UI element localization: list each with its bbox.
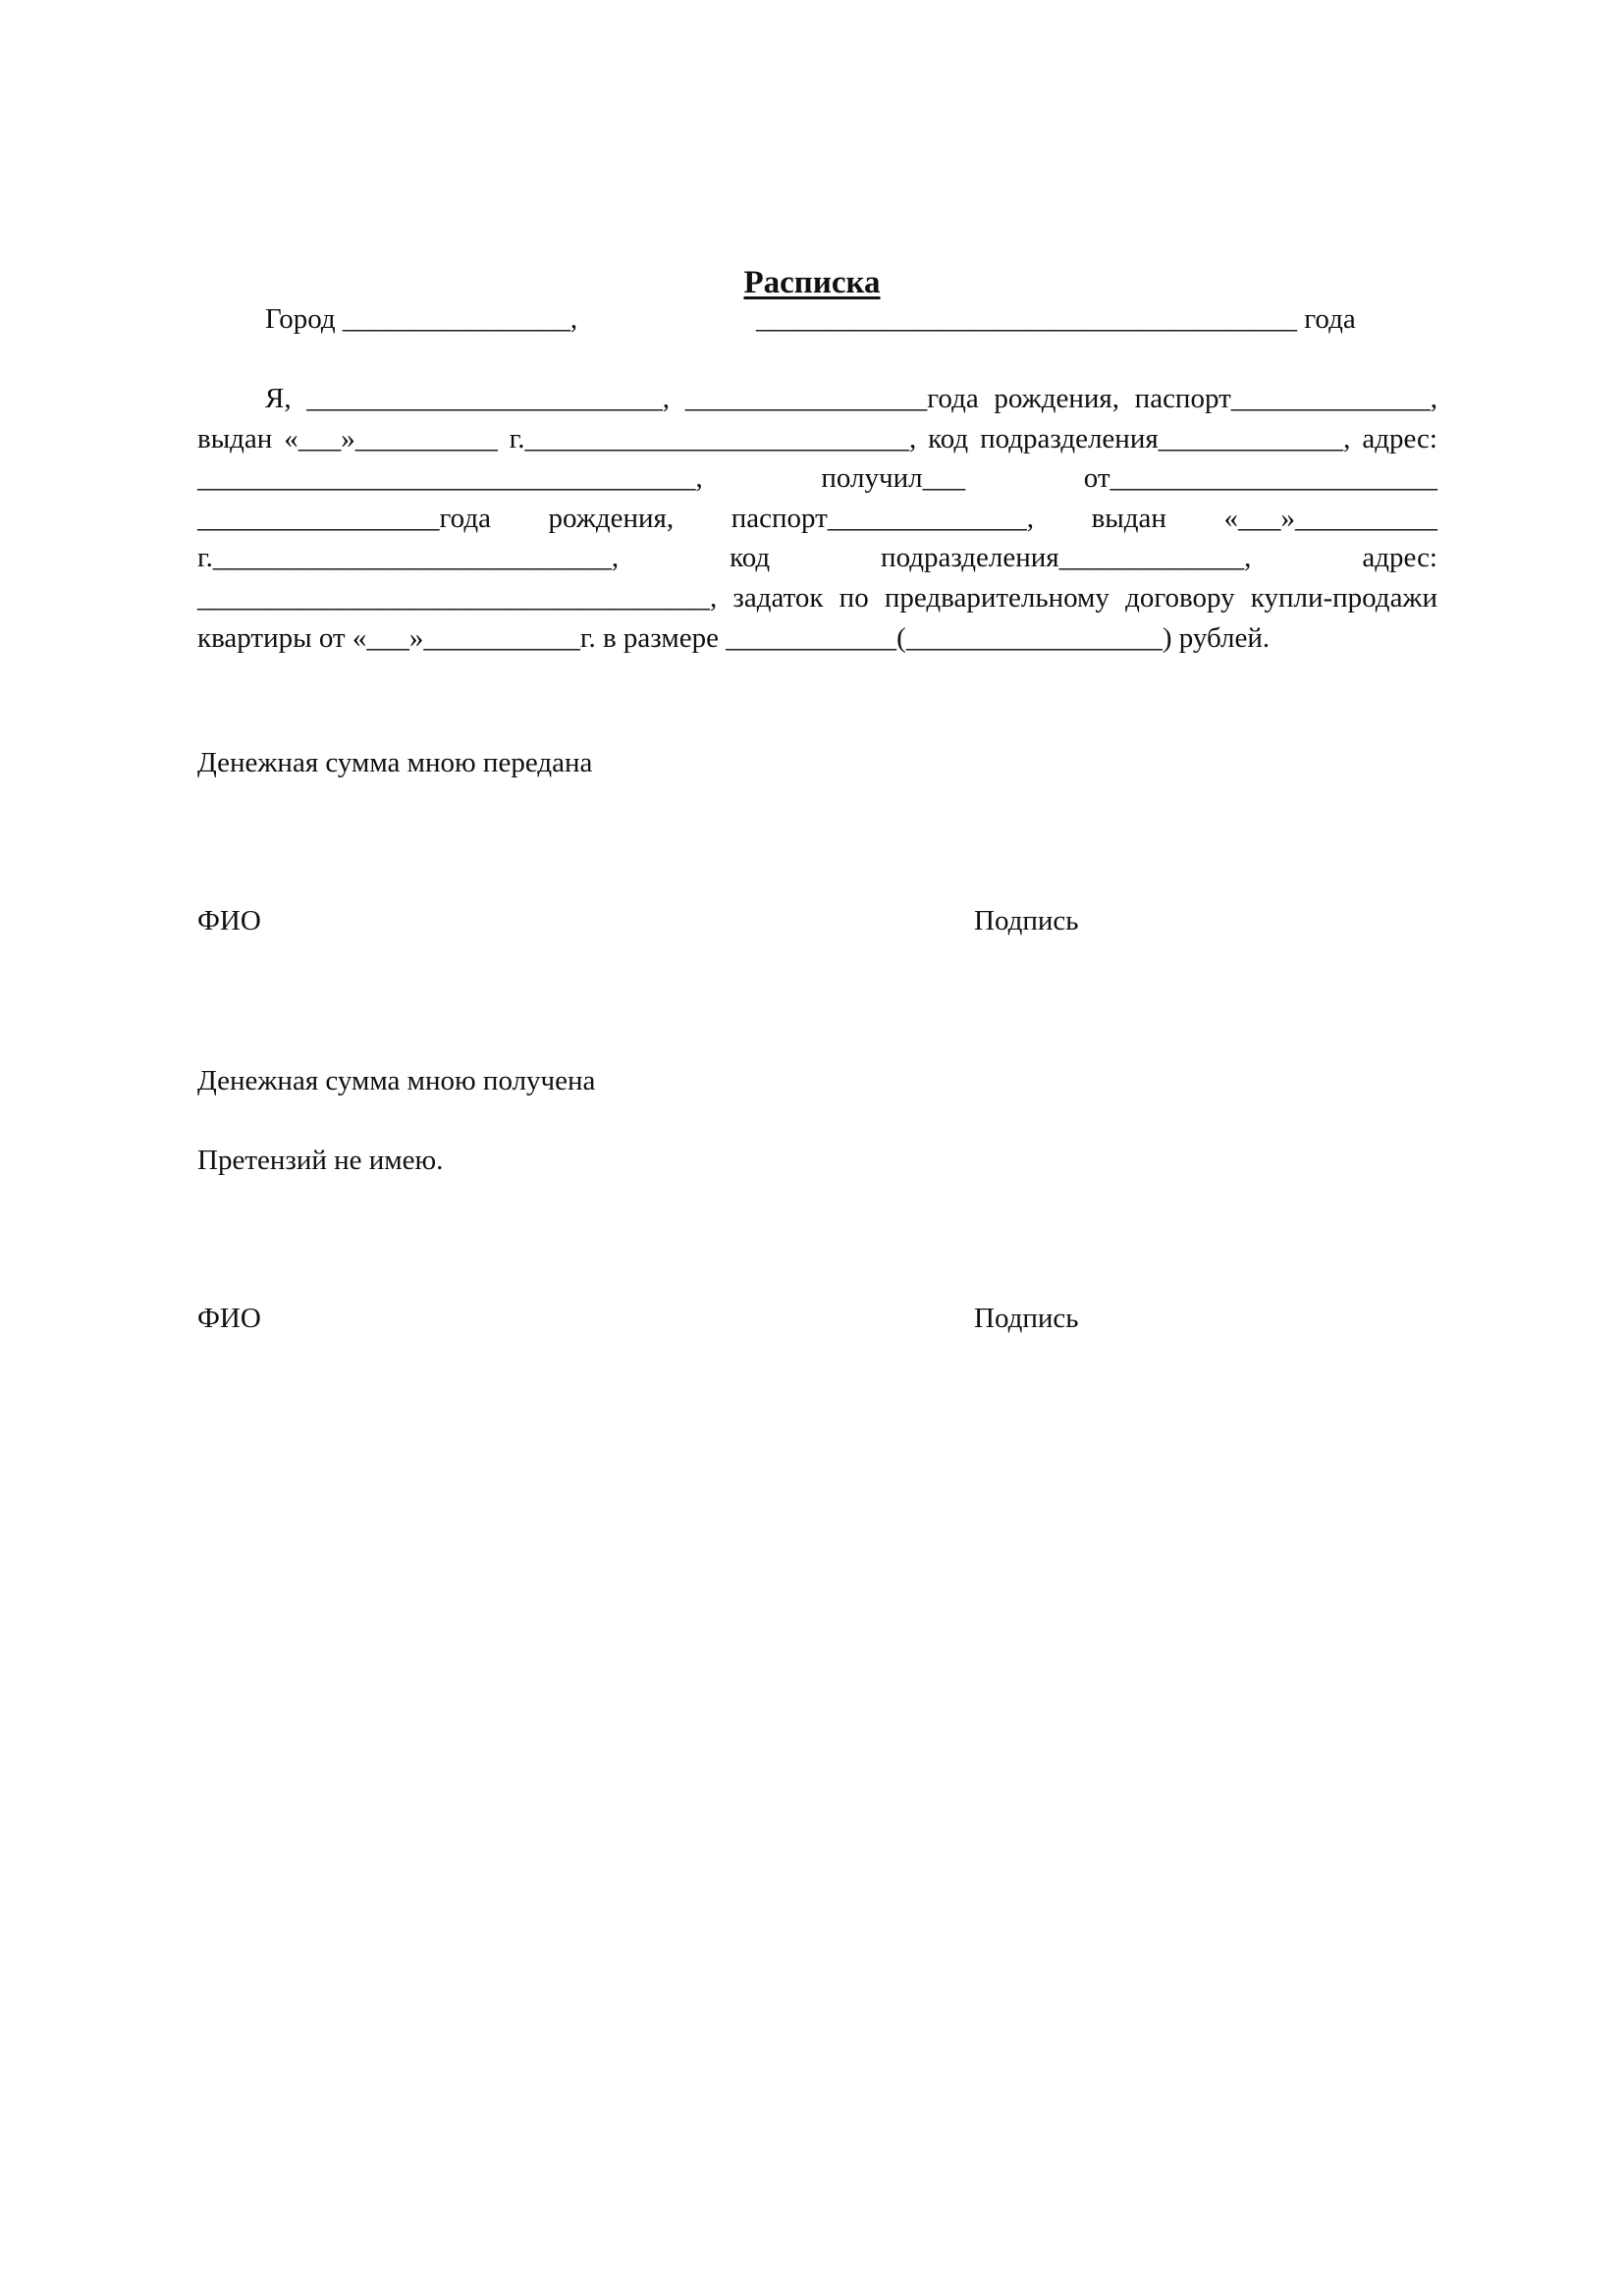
receipt-body-paragraph: Я, _________________________, _________________года рождения, паспорт______________, выдан «___»__________ г.___________________________, код подразделения_____________, адрес: ___________________________________, получил___ от_______________________ _________________года рождения, паспорт______________, выдан «___»__________ г.____________________________, код подразделения_____________, адрес: ____________________________________, задаток по предварительному договору купли-продажи квартиры от «___»___________г. в размере ____________(__________________) рублей. — [197, 383, 1437, 654]
fio-label: ФИО — [197, 905, 261, 936]
city-field: Город ________________, — [265, 303, 578, 335]
fio-label: ФИО — [197, 1303, 261, 1334]
money-received-text: Денежная сумма мною получена — [197, 1065, 596, 1096]
document-title: Расписка — [743, 265, 881, 300]
signature-label: Подпись — [974, 905, 1079, 936]
date-field: ______________________________________ года — [756, 303, 1356, 335]
no-claims-text: Претензий не имею. — [197, 1145, 444, 1176]
money-transferred-text: Денежная сумма мною передана — [197, 747, 593, 778]
signature-label: Подпись — [974, 1303, 1079, 1334]
